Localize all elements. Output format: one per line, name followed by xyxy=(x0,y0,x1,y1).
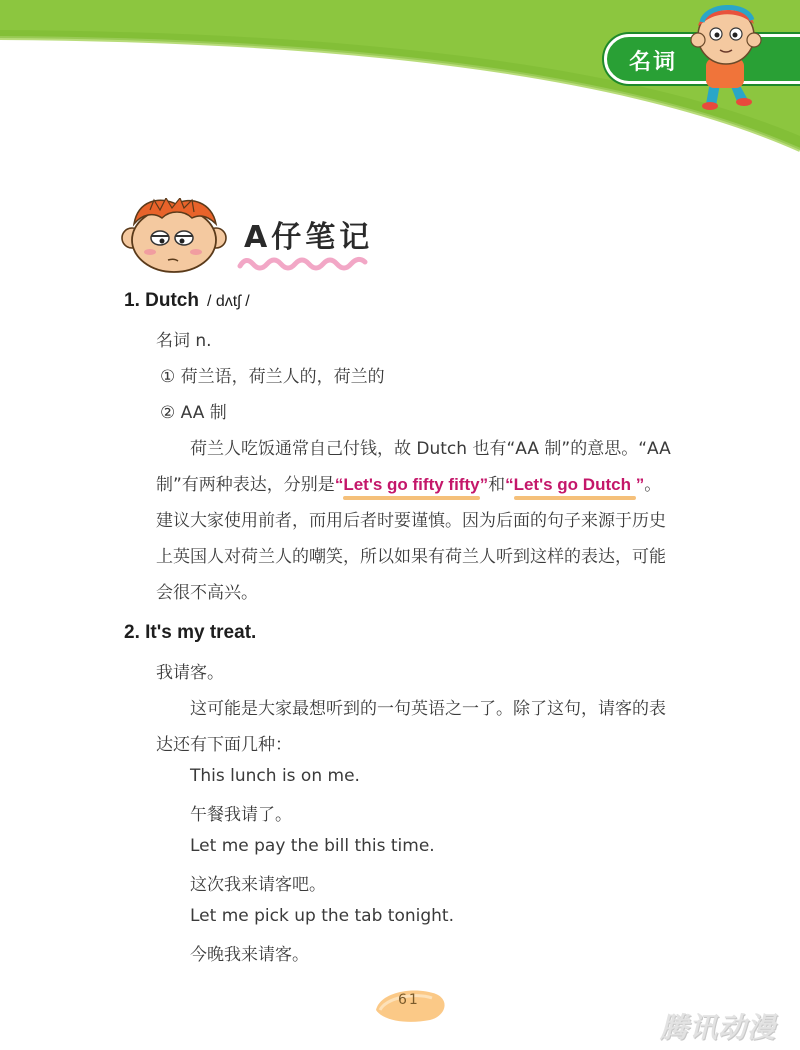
highlight-underline xyxy=(514,496,636,500)
para-text: 。 xyxy=(644,475,662,495)
example-line: Let me pick up the tab tonight. xyxy=(190,906,454,926)
item-1-para-line-4: 上英国人对荷兰人的嘲笑，所以如果有荷兰人听到这样的表达，可能 xyxy=(156,547,666,567)
item-1-para-line-5: 会很不高兴。 xyxy=(156,583,258,603)
item-2-para-line-1: 这可能是大家最想听到的一句英语之一了。除了这句，请客的表 xyxy=(190,699,666,719)
item-1-heading xyxy=(124,290,250,312)
example-line: 今晚我来请客。 xyxy=(190,945,309,965)
quote-mark: ” xyxy=(479,475,489,494)
item-1-sense-2: ② AA 制 xyxy=(160,403,227,423)
example-line: This lunch is on me. xyxy=(190,766,360,786)
mascot-icon xyxy=(676,0,776,112)
item-2-heading: 2. It's my treat. xyxy=(124,622,257,643)
item-1-word: 1. Dutch xyxy=(124,290,199,311)
highlight-phrase-2-text: Let's go Dutch xyxy=(513,475,636,494)
item-1-para-line-3: 建议大家使用前者，而用后者时要谨慎。因为后面的句子来源于历史 xyxy=(156,511,666,531)
quote-mark: ” xyxy=(635,475,645,494)
para-text: 制”有两种表达，分别是 xyxy=(156,475,335,495)
a-zai-face-icon xyxy=(120,198,230,274)
watermark: 腾讯动漫 xyxy=(660,1011,777,1044)
zigzag-decoration xyxy=(236,252,370,274)
para-text: 和 xyxy=(488,475,506,495)
highlight-underline xyxy=(343,496,479,500)
item-2-meaning: 我请客。 xyxy=(156,663,224,683)
item-1-pos: 名词 n. xyxy=(156,331,212,351)
item-1-sense-1: ① 荷兰语，荷兰人的，荷兰的 xyxy=(160,367,385,387)
item-2-para-line-2: 达还有下面几种： xyxy=(156,735,292,755)
highlight-phrase-1 xyxy=(343,475,479,494)
highlight-phrase-1-text: Let's go fifty fifty xyxy=(343,475,480,494)
item-1-para-line-2 xyxy=(156,470,661,495)
notes-title: A仔笔记 xyxy=(244,220,374,255)
quote-mark: “ xyxy=(505,475,514,494)
item-1-para-line-1: 荷兰人吃饭通常自己付钱，故 Dutch 也有“AA 制”的意思。“AA xyxy=(190,439,671,459)
page-number: 61 xyxy=(398,992,420,1008)
item-1-phonetic: / dʌtʃ / xyxy=(206,293,250,310)
quote-mark: “ xyxy=(334,475,344,494)
section-tag-label: 名词 xyxy=(629,50,678,75)
highlight-phrase-2 xyxy=(514,475,636,494)
example-line: 这次我来请客吧。 xyxy=(190,875,326,895)
example-line: 午餐我请了。 xyxy=(190,805,292,825)
example-line: Let me pay the bill this time. xyxy=(190,836,435,856)
